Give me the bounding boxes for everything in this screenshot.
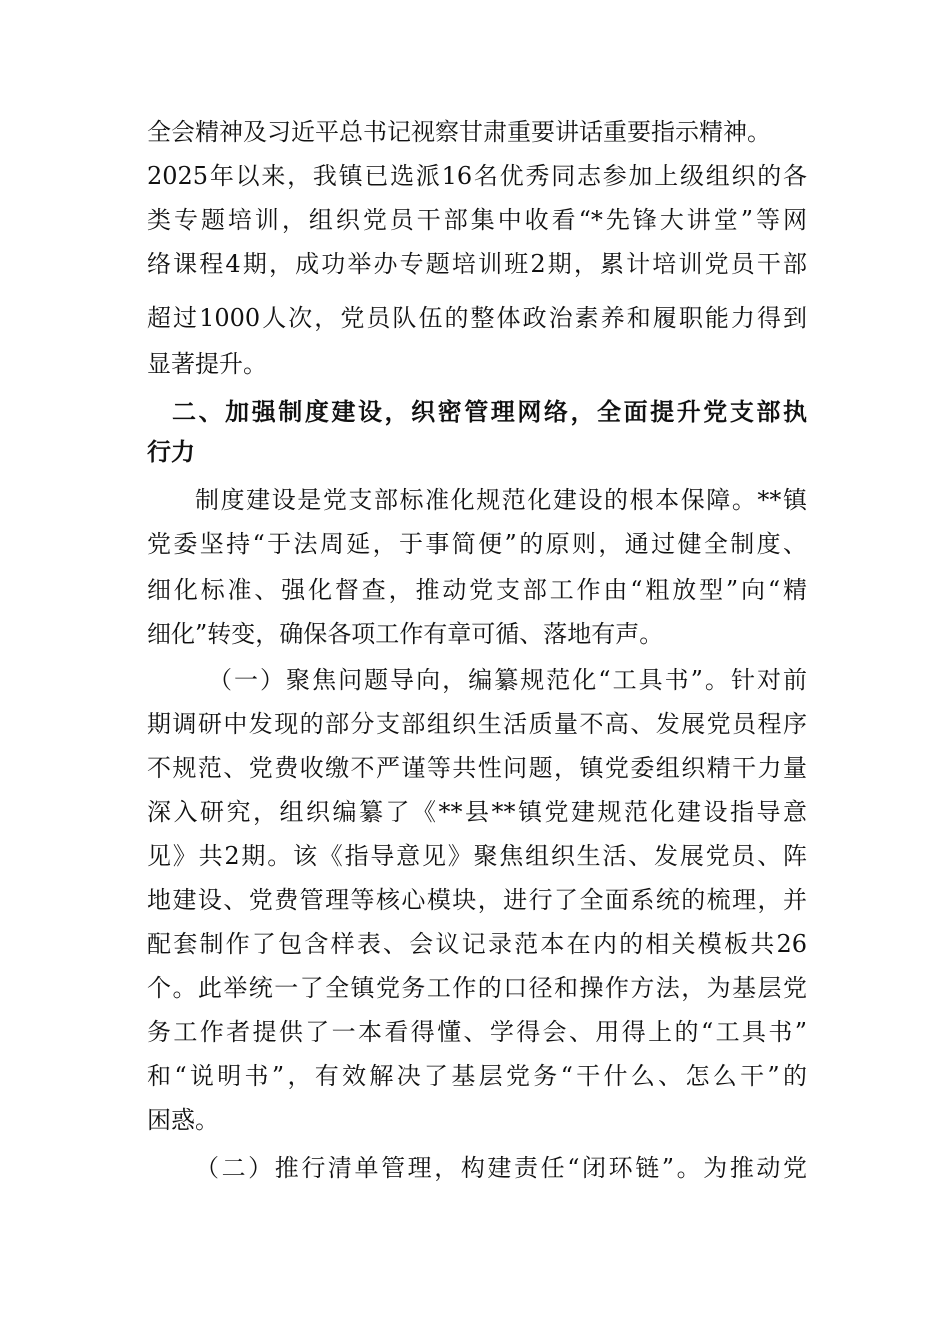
paragraph-line: 络课程4期，成功举办专题培训班2期，累计培训党员干部 [147, 250, 807, 278]
paragraph-line: 显著提升。 [147, 350, 267, 378]
paragraph-line: 地建设、党费管理等核心模块，进行了全面系统的梳理，并 [147, 886, 807, 914]
paragraph-line: 务工作者提供了一本看得懂、学得会、用得上的“工具书” [147, 1018, 807, 1046]
section-heading: 二、加强制度建设，织密管理网络，全面提升党支部执 [172, 398, 807, 426]
paragraph-line: 党委坚持“于法周延，于事简便”的原则，通过健全制度、 [147, 530, 807, 558]
paragraph-line: 制度建设是党支部标准化规范化建设的根本保障。**镇 [195, 486, 807, 514]
paragraph-line: 见》共2期。该《指导意见》聚焦组织生活、发展党员、阵 [147, 842, 807, 870]
paragraph-line: 细化”转变，确保各项工作有章可循、落地有声。 [147, 620, 664, 648]
paragraph-line: 和“说明书”，有效解决了基层党务“干什么、怎么干”的 [147, 1062, 807, 1090]
paragraph-line: 超过1000人次，党员队伍的整体政治素养和履职能力得到 [147, 304, 807, 332]
paragraph-line: 个。此举统一了全镇党务工作的口径和操作方法，为基层党 [147, 974, 807, 1002]
paragraph-line: 细化标准、强化督查，推动党支部工作由“粗放型”向“精 [147, 576, 807, 604]
paragraph-line: 全会精神及习近平总书记视察甘肃重要讲话重要指示精神。 [147, 118, 771, 146]
paragraph-line: 类专题培训，组织党员干部集中收看“*先锋大讲堂”等网 [147, 206, 807, 234]
paragraph-line: 期调研中发现的部分支部组织生活质量不高、发展党员程序 [147, 710, 807, 738]
paragraph-line: 不规范、党费收缴不严谨等共性问题，镇党委组织精干力量 [147, 754, 807, 782]
paragraph-line: 深入研究，组织编纂了《**县**镇党建规范化建设指导意 [147, 798, 807, 826]
section-heading-continued: 行力 [147, 438, 195, 466]
paragraph-line: 2025年以来，我镇已选派16名优秀同志参加上级组织的各 [147, 162, 807, 190]
paragraph-line: 配套制作了包含样表、会议记录范本在内的相关模板共26 [147, 930, 807, 958]
subsection-lead: （二）推行清单管理，构建责任“闭环链”。为推动党 [195, 1154, 807, 1182]
paragraph-line: 困惑。 [147, 1106, 219, 1134]
subsection-lead: （一）聚焦问题导向，编纂规范化“工具书”。针对前 [208, 666, 807, 694]
